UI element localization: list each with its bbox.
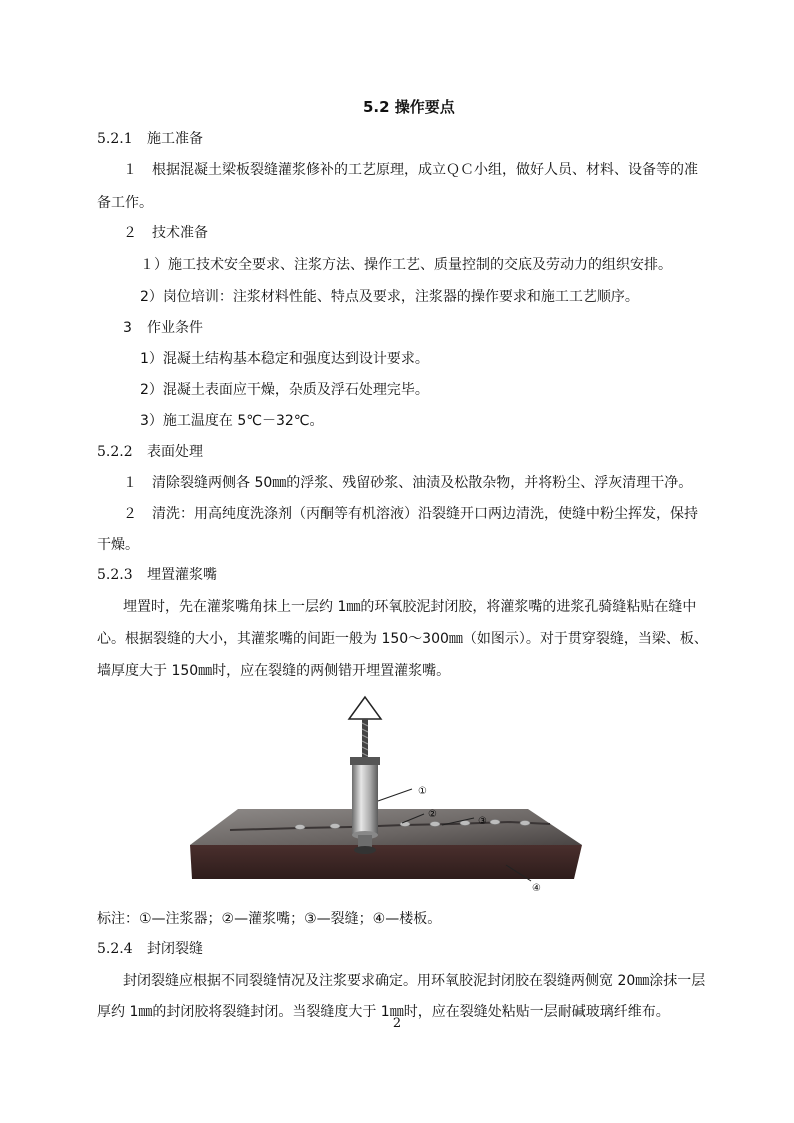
- sub-item: 2）岗位培训：注浆材料性能、特点及要求，注浆器的操作要求和施工工艺顺序。: [140, 289, 639, 305]
- floor-slab: [190, 809, 582, 879]
- grout-injection-diagram: [190, 693, 582, 905]
- callout-1: ①: [418, 786, 427, 797]
- heading-521: 施工准备: [147, 131, 203, 147]
- item-number: １: [123, 162, 137, 178]
- heading-number-522: 5.2.2: [97, 444, 133, 460]
- item-number: ２: [123, 506, 137, 522]
- sub-item: 1）混凝土结构基本稳定和强度达到设计要求。: [140, 351, 429, 367]
- item-title: 作业条件: [147, 320, 203, 336]
- callout-3: ③: [478, 816, 487, 827]
- heading-522: 表面处理: [147, 444, 203, 460]
- injector: [349, 697, 381, 854]
- item-number: ２: [123, 225, 137, 241]
- page-number: 2: [392, 1016, 402, 1031]
- callout-4: ④: [532, 883, 541, 894]
- paragraph-line: 封闭裂缝应根据不同裂缝情况及注浆要求确定。用环氧胶泥封闭胶在裂缝两侧宽 20㎜涂抹一层: [123, 973, 706, 989]
- paragraph-line: 墙厚度大于 150㎜时，应在裂缝的两侧错开埋置灌浆嘴。: [97, 663, 451, 679]
- paragraph-line: 备工作。: [97, 195, 153, 211]
- paragraph-line: 心。根据裂缝的大小，其灌浆嘴的间距一般为 150～300㎜（如图示）。对于贯穿裂缝，当梁、板、: [97, 631, 708, 647]
- paragraph-line: 清洗：用高纯度洗涤剂（丙酮等有机溶液）沿裂缝开口两边清洗，使缝中粉尘挥发，保持: [152, 506, 698, 522]
- paragraph-line: 埋置时，先在灌浆嘴角抹上一层约 1㎜的环氧胶泥封闭胶，将灌浆嘴的进浆孔骑缝粘贴在缝中: [123, 599, 697, 615]
- heading-523: 埋置灌浆嘴: [147, 567, 217, 583]
- heading-number-523: 5.2.3: [97, 567, 133, 583]
- sub-item: 3）施工温度在 5℃－32℃。: [140, 413, 324, 429]
- heading-number-524: 5.2.4: [97, 941, 133, 957]
- paragraph-line: 厚约 1㎜的封闭胶将裂缝封闭。当裂缝度大于 1㎜时，应在裂缝处粘贴一层耐碱玻璃纤维布。: [97, 1004, 670, 1020]
- paragraph-line: 清除裂缝两侧各 50㎜的浮浆、残留砂浆、油渍及松散杂物，并将粉尘、浮灰清理干净。: [152, 475, 693, 491]
- item-title: 技术准备: [152, 225, 208, 241]
- callout-2: ②: [428, 809, 437, 820]
- heading-number-521: 5.2.1: [97, 131, 133, 147]
- paragraph-line: 根据混凝土梁板裂缝灌浆修补的工艺原理，成立ＱＣ小组，做好人员、材料、设备等的准: [152, 162, 698, 178]
- item-number: １: [123, 475, 137, 491]
- section-title: 5.2 操作要点: [363, 98, 455, 116]
- paragraph-line: 干燥。: [97, 537, 139, 553]
- item-number: 3: [123, 320, 132, 336]
- sub-item: 2）混凝土表面应干燥，杂质及浮石处理完毕。: [140, 382, 429, 398]
- figure-caption: 标注：①—注浆器；②—灌浆嘴；③—裂缝；④—楼板。: [97, 911, 442, 927]
- sub-item: １）施工技术安全要求、注浆方法、操作工艺、质量控制的交底及劳动力的组织安排。: [140, 257, 672, 273]
- heading-524: 封闭裂缝: [147, 941, 203, 957]
